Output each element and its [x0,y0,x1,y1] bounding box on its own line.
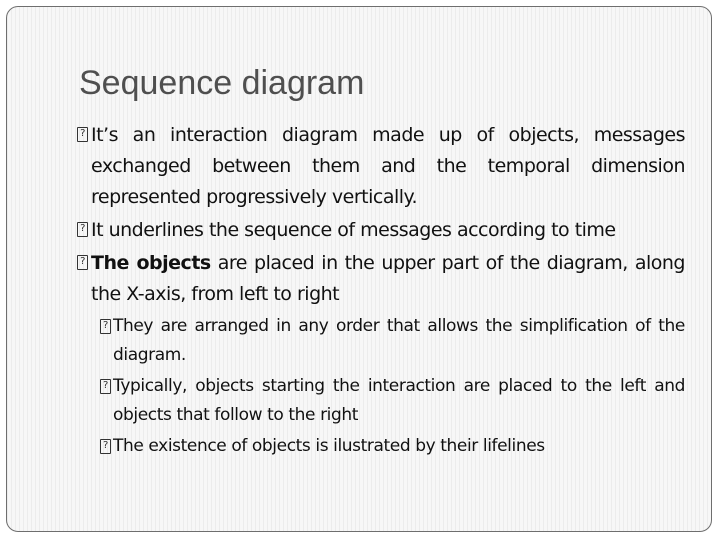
sub-bullet-lifelines [33,432,685,461]
bullet-marker-icon: ? [77,255,88,270]
bullet-marker-icon: ? [100,439,111,454]
bullet-text: are placed in the upper part of the diagram, along the X-axis, from left to right [91,252,685,305]
bullet-text: It underlines the sequence of messages according to time [91,219,616,241]
sub-bullet-text: They are arranged in any order that allows the simplification of the diagram. [113,316,685,365]
bullet-text: It’s an interaction diagram made up of objects, messages exchanged between them and the temporal dimension represented progressively vertically. [91,124,685,208]
bullet-sequence-of-messages [33,215,685,246]
sub-bullet-text: Typically, objects starting the interaction are placed to the left and objects that follow to the right [113,376,685,425]
bullet-interaction-diagram [33,120,685,213]
bullet-bold-prefix: The objects [91,252,211,274]
sub-bullet-typical-placement [33,372,685,430]
bullet-marker-icon: ? [100,379,111,394]
sub-bullet-text: The existence of objects is ilustrated by their lifelines [113,436,545,456]
slide-title: Sequence diagram [79,64,365,102]
bullet-marker-icon: ? [77,127,88,142]
slide [6,6,712,532]
sub-bullet-arranged-order [33,312,685,370]
bullet-marker-icon: ? [77,222,88,237]
bullet-objects-placement [33,248,685,310]
slide-content [33,120,685,461]
bullet-marker-icon: ? [100,319,111,334]
